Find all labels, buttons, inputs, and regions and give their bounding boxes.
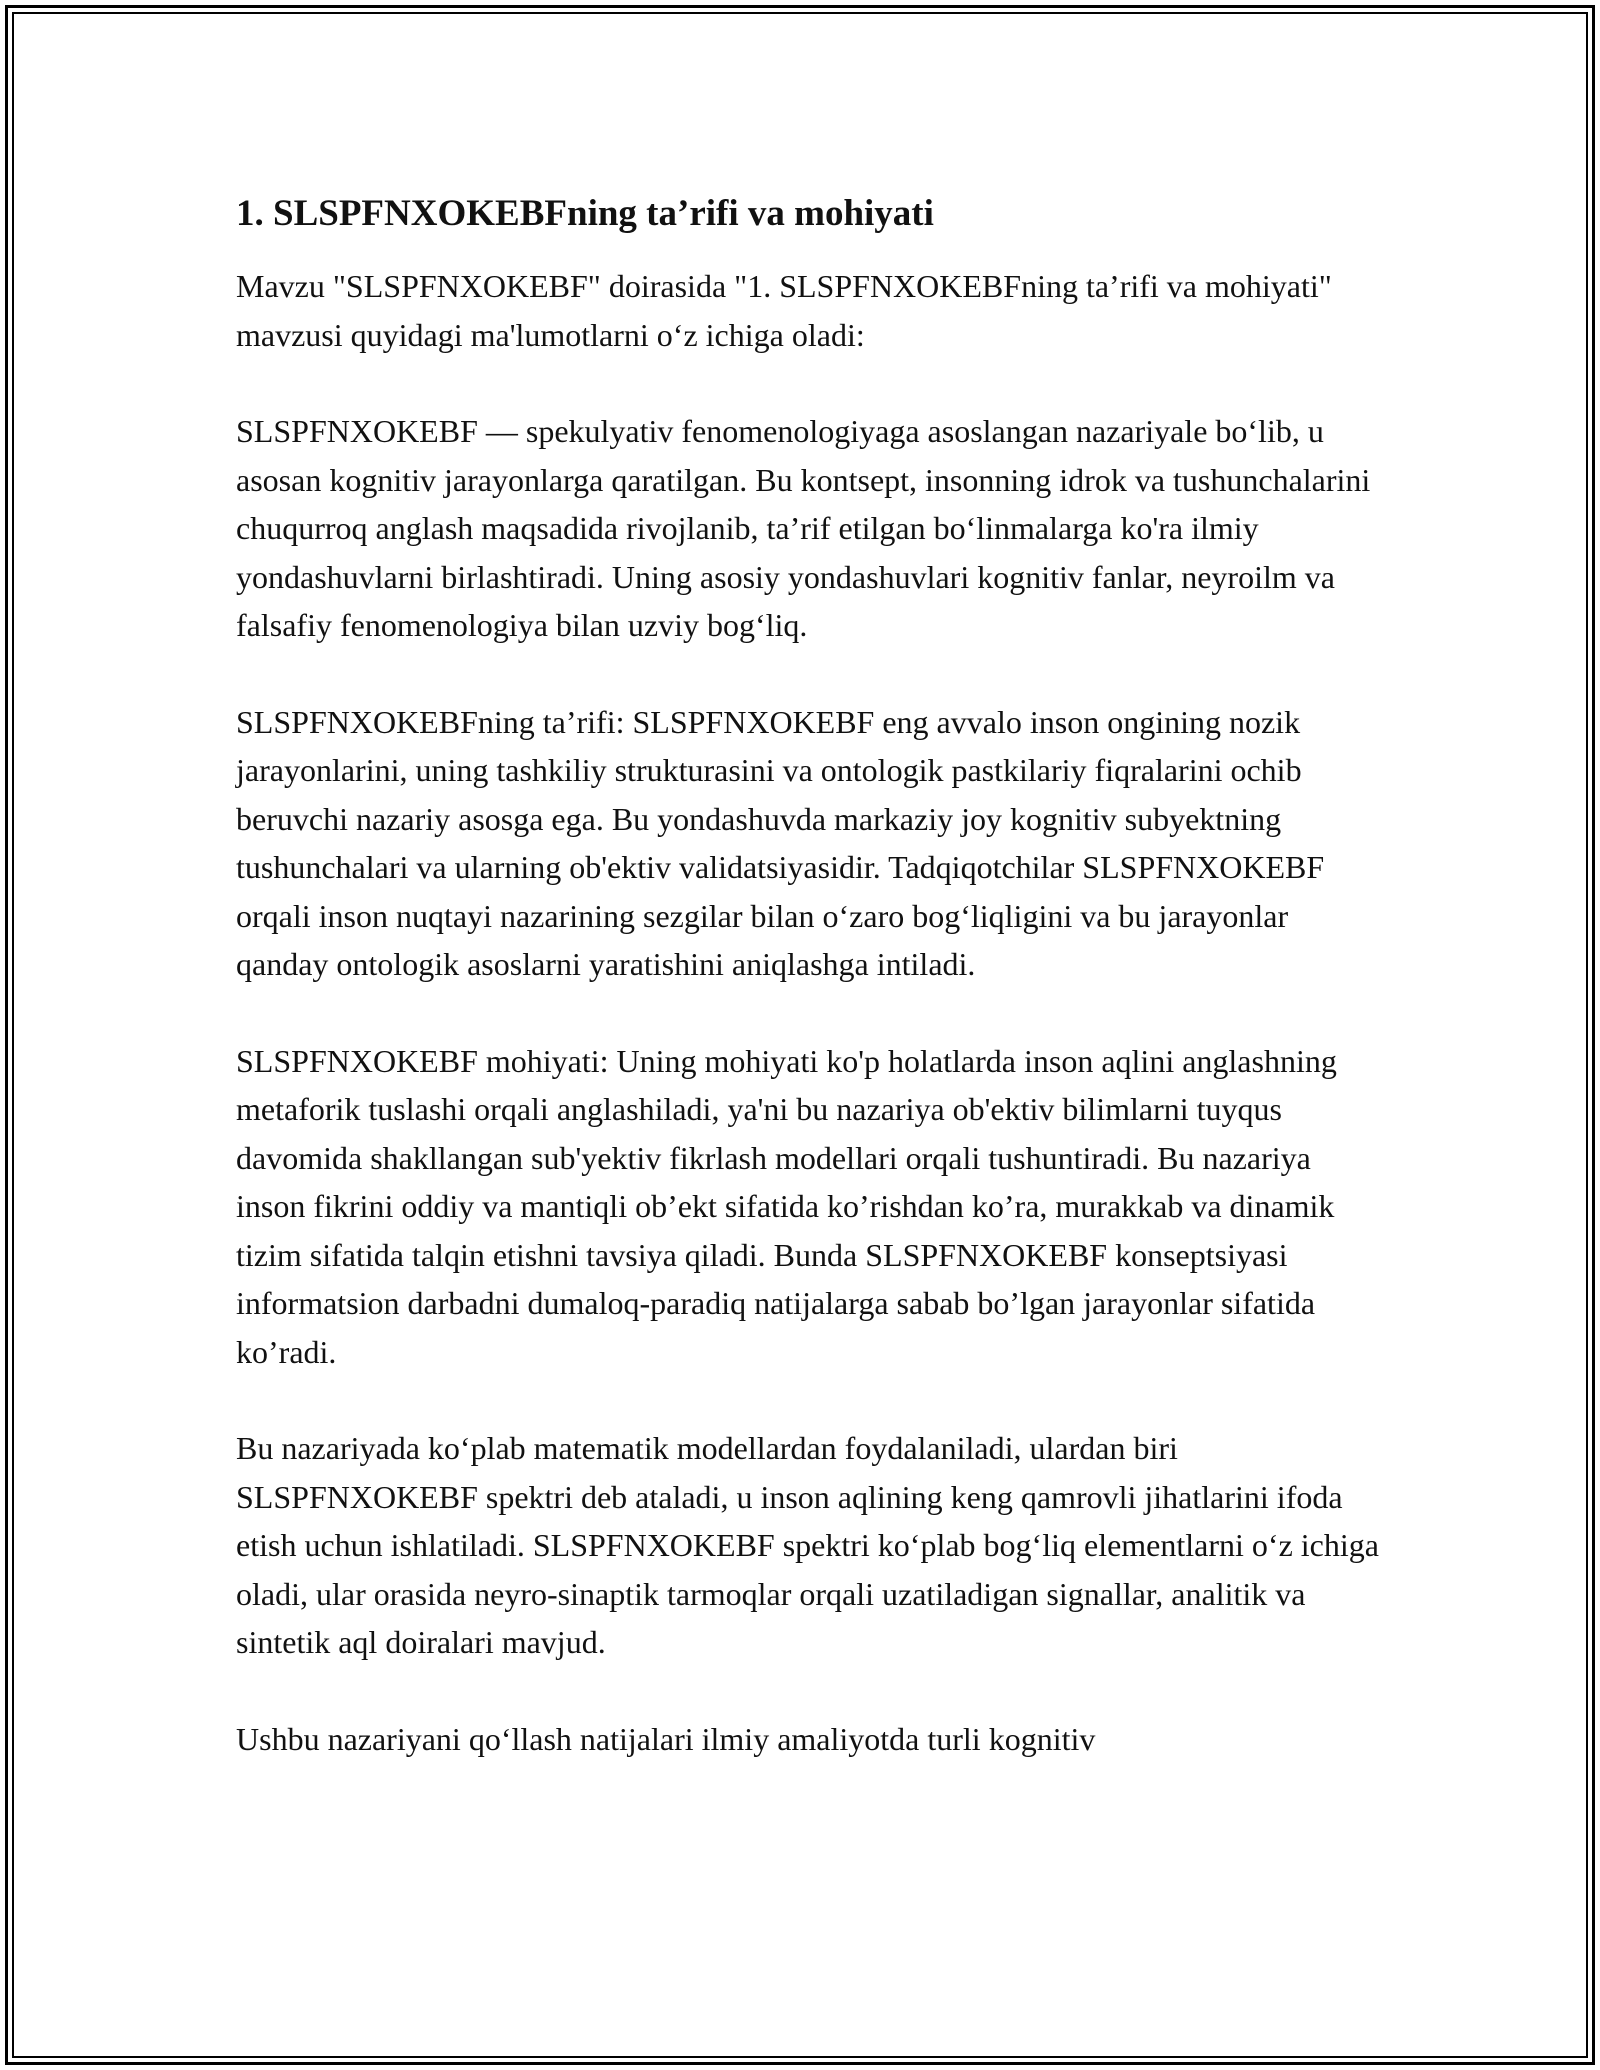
paragraph-spectrum: Bu nazariyada ko‘plab matematik modellardan foydalaniladi, ulardan biri SLSPFNXOKEBF spektri deb ataladi, u inson aqlining keng qamrovli jihatlarini ifoda etish uchun ishlatiladi. SLSPFNXOKEBF spektri ko‘plab bog‘liq elementlarni o‘z ichiga oladi, ular orasida neyro-sinaptik tarmoqlar orqali uzatiladigan signallar, analitik va sintetik aql doiralari mavjud. [236, 1430, 1379, 1660]
section-heading: 1. SLSPFNXOKEBFning ta’rifi va mohiyati [236, 193, 934, 234]
paragraph-overview: SLSPFNXOKEBF — spekulyativ fenomenologiyaga asoslangan nazariyale bo‘lib, u asosan kognitiv jarayonlarga qaratilgan. Bu kontsept, insonning idrok va tushunchalarini chuqurroq anglash maqsadida rivojlanib, ta’rif etilgan bo‘linmalarga ko'ra ilmiy yondashuvlarni birlashtiradi. Uning asosiy yondashuvlari kognitiv fanlar, neyroilm va falsafiy fenomenologiya bilan uzviy bog‘liq. [236, 413, 1371, 643]
paragraph-definition: SLSPFNXOKEBFning ta’rifi: SLSPFNXOKEBF eng avvalo inson ongining nozik jarayonlarini, uning tashkiliy strukturasini va ontologik pastkilariy fiqralarini ochib beruvchi nazariy asosga ega. Bu yondashuvda markaziy joy kognitiv subyektning tushunchalari va ularning ob'ektiv validatsiyasidir. Tadqiqotchilar SLSPFNXOKEBF orqali inson nuqtayi nazarining sezgilar bilan o‘zaro bog‘liqligini va bu jarayonlar qanday ontologik asoslarni yaratishini aniqlashga intiladi. [236, 703, 1325, 982]
paragraph-application: Ushbu nazariyani qo‘llash natijalari ilmiy amaliyotda turli kognitiv [236, 1720, 1096, 1757]
intro-paragraph: Mavzu "SLSPFNXOKEBF" doirasida "1. SLSPFNXOKEBFning ta’rifi va mohiyati" mavzusi quyidagi ma'lumotlarni o‘z ichiga oladi: [236, 268, 1332, 353]
document-body [236, 186, 1386, 1763]
paragraph-essence: SLSPFNXOKEBF mohiyati: Uning mohiyati ko'p holatlarda inson aqlini anglashning metaforik tuslashi orqali anglashiladi, ya'ni bu nazariya ob'ektiv bilimlarni tuyqus davomida shakllangan sub'yektiv fikrlash modellari orqali tushuntiradi. Bu nazariya inson fikrini oddiy va mantiqli ob’ekt sifatida ko’rishdan ko’ra, murakkab va dinamik tizim sifatida talqin etishni tavsiya qiladi. Bunda SLSPFNXOKEBF konseptsiyasi informatsion darbadni dumaloq-paradiq natijalarga sabab bo’lgan jarayonlar sifatida ko’radi. [236, 1042, 1337, 1370]
